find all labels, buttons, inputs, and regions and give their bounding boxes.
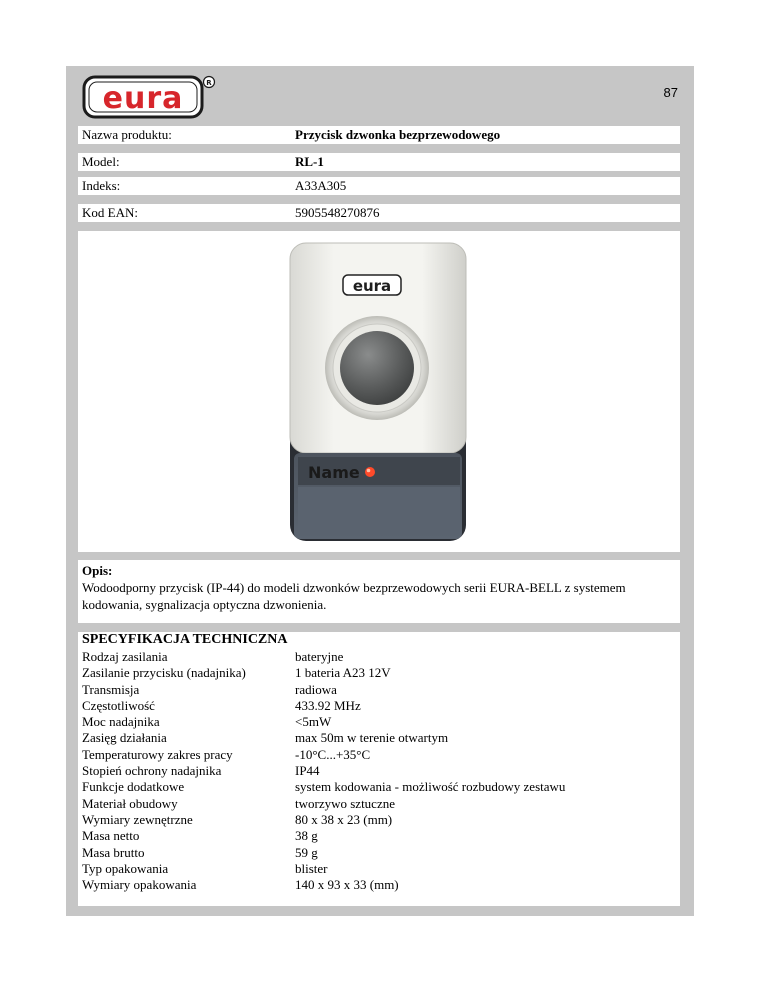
spec-value: <5mW [295, 714, 332, 730]
spec-value: max 50m w terenie otwartym [295, 730, 449, 746]
spec-panel [78, 632, 680, 906]
spec-value: 38 g [295, 828, 318, 844]
spec-label: Wymiary opakowania [82, 877, 197, 893]
spec-row [82, 828, 672, 844]
spec-row [82, 698, 672, 714]
product-name-row [78, 126, 680, 144]
spec-label: Wymiary zewnętrzne [82, 811, 193, 827]
model-row [78, 153, 680, 171]
spec-value: -10°C...+35°C [295, 746, 371, 762]
spec-row [82, 747, 672, 763]
spec-row [82, 665, 672, 681]
spec-row [82, 649, 672, 665]
spec-row [82, 812, 672, 828]
device-logo-text: eura [352, 277, 392, 295]
spec-value: blister [295, 860, 328, 876]
spec-value: IP44 [295, 763, 320, 779]
product-sheet [66, 66, 694, 916]
spec-row [82, 877, 672, 893]
registered-mark: R [206, 79, 212, 87]
spec-value: bateryjne [295, 649, 344, 664]
index-row [78, 177, 680, 195]
spec-label: Masa netto [82, 828, 140, 844]
product-image-panel [78, 231, 680, 552]
spec-value: 59 g [295, 844, 318, 860]
spec-value: 433.92 MHz [295, 697, 361, 713]
model-label: Model: [82, 154, 120, 169]
name-label-text: Name [308, 463, 360, 482]
page-number: 87 [663, 85, 678, 100]
spec-label: Funkcje dodatkowe [82, 779, 185, 795]
spec-label: Stopień ochrony nadajnika [82, 763, 222, 779]
product-name-value: Przycisk dzwonka bezprzewodowego [295, 127, 501, 142]
spec-row [82, 682, 672, 698]
ean-row [78, 204, 680, 222]
product-name-label: Nazwa produktu: [82, 127, 172, 142]
eura-logo [82, 72, 216, 120]
spec-label: Częstotliwość [82, 697, 155, 713]
ean-label: Kod EAN: [82, 205, 138, 220]
spec-row [82, 796, 672, 812]
index-value: A33A305 [295, 178, 347, 193]
description-panel [78, 560, 680, 623]
spec-label: Materiał obudowy [82, 795, 178, 811]
led-indicator [365, 467, 375, 477]
spec-value: system kodowania - możliwość rozbudowy zestawu [295, 779, 566, 795]
spec-label: Masa brutto [82, 844, 145, 860]
spec-label: Zasilanie przycisku (nadajnika) [82, 665, 246, 681]
index-label: Indeks: [82, 178, 121, 193]
spec-value: 1 bateria A23 12V [295, 665, 391, 681]
spec-row [82, 861, 672, 877]
spec-label: Rodzaj zasilania [82, 649, 168, 664]
spec-value: tworzywo sztuczne [295, 795, 395, 811]
spec-label: Moc nadajnika [82, 714, 160, 730]
doorbell-button-image [78, 231, 680, 552]
spec-label: Transmisja [82, 681, 140, 697]
spec-value: 140 x 93 x 33 (mm) [295, 877, 399, 893]
model-value: RL-1 [295, 154, 324, 169]
spec-row [82, 763, 672, 779]
description-text: Wodoodporny przycisk (IP-44) do modeli dzwonków bezprzewodowych serii EURA-BELL z systemem kodowania, sygnalizacja optyczna dzwonienia. [82, 580, 626, 612]
spec-row [82, 714, 672, 730]
ean-value: 5905548270876 [295, 205, 380, 220]
spec-value: 80 x 38 x 23 (mm) [295, 811, 393, 827]
description-title: Opis: [82, 563, 113, 578]
logo-text: eura [102, 81, 184, 116]
spec-label: Typ opakowania [82, 860, 169, 876]
spec-label: Temperaturowy zakres pracy [82, 746, 233, 762]
spec-row [82, 779, 672, 795]
spec-list [82, 649, 672, 893]
spec-title: SPECYFIKACJA TECHNICZNA [82, 632, 288, 647]
spec-label: Zasięg działania [82, 730, 167, 746]
spec-value: radiowa [295, 681, 337, 697]
spec-row [82, 730, 672, 746]
spec-row [82, 845, 672, 861]
